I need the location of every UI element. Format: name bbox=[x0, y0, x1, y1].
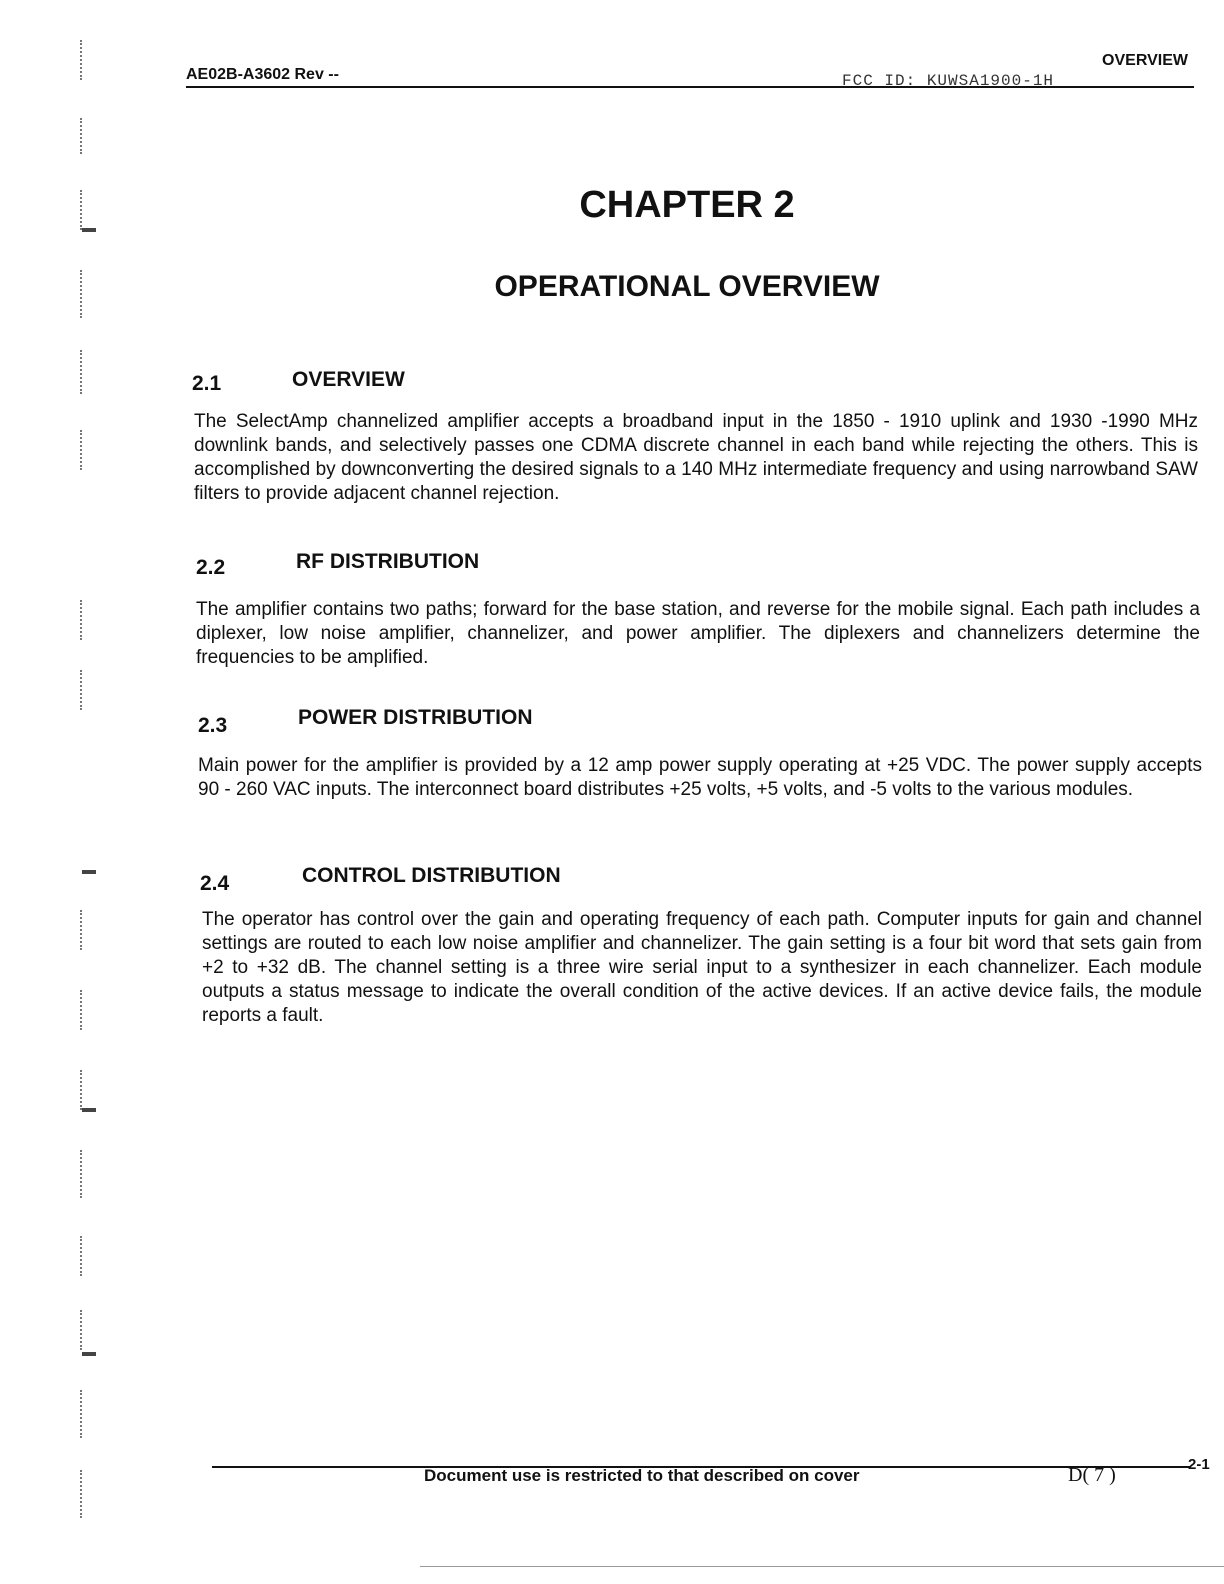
bottom-rule bbox=[420, 1566, 1224, 1567]
scan-artifact bbox=[80, 118, 91, 154]
scan-artifact bbox=[80, 670, 91, 710]
chapter-subtitle: OPERATIONAL OVERVIEW bbox=[494, 270, 880, 303]
section-body: The amplifier contains two paths; forward for the base station, and reverse for the mobile signal. Each path includes a diplexer, low noise amplifier, channelizer, and power amplifier. The diplexers and channelizers determine the frequencies to be amplified. bbox=[196, 599, 1200, 668]
scan-artifact bbox=[82, 228, 96, 232]
section-number: 2.1 bbox=[192, 372, 222, 395]
section-number: 2.4 bbox=[200, 872, 230, 895]
fcc-id-stamp: FCC ID: KUWSA1900-1H bbox=[842, 72, 1055, 90]
scan-artifact bbox=[82, 1352, 96, 1356]
section-heading: RF DISTRIBUTION bbox=[296, 550, 480, 573]
scan-artifact bbox=[80, 990, 91, 1030]
section-number: 2.2 bbox=[196, 556, 226, 579]
scan-artifact bbox=[80, 600, 91, 640]
section-body: Main power for the amplifier is provided by a 12 amp power supply operating at +25 VDC. The power supply accepts 90 - 260 VAC inputs. The interconnect board distributes +25 volts, +5 volts, and -5 volts to the various modules. bbox=[198, 755, 1202, 800]
chapter-title: CHAPTER 2 bbox=[579, 184, 795, 226]
section-number: 2.3 bbox=[198, 714, 228, 737]
scan-artifact bbox=[80, 40, 91, 80]
scan-artifact bbox=[80, 1310, 91, 1350]
section-body: The operator has control over the gain and operating frequency of each path. Computer inputs for gain and channel settings are routed to each low noise amplifier and channelizer. The gain setting is a four bit word that sets gain from +2 to +32 dB. The channel setting is a three wire serial input to a synthesizer in each channelizer. Each module outputs a status message to indicate the overall condition of the active devices. If an active device fails, the module reports a fault. bbox=[202, 909, 1202, 1026]
scan-artifact bbox=[82, 870, 96, 874]
section-heading: CONTROL DISTRIBUTION bbox=[302, 864, 561, 887]
header-section-label: OVERVIEW bbox=[1102, 52, 1188, 69]
header-rule bbox=[186, 86, 1194, 88]
footer-restriction: Document use is restricted to that described on cover bbox=[424, 1466, 860, 1485]
document-id: AE02B-A3602 Rev -- bbox=[186, 66, 339, 83]
scan-artifact bbox=[80, 1470, 91, 1518]
footer-code: D( 7 ) bbox=[1068, 1464, 1116, 1486]
section-heading: OVERVIEW bbox=[292, 368, 405, 391]
scan-artifact bbox=[80, 910, 91, 950]
scan-artifact bbox=[80, 1236, 91, 1276]
scan-artifact bbox=[82, 1108, 96, 1112]
scan-artifact bbox=[80, 430, 91, 470]
page-number: 2-1 bbox=[1188, 1456, 1210, 1473]
scan-artifact bbox=[80, 1070, 91, 1110]
scan-artifact bbox=[80, 350, 91, 394]
section-heading: POWER DISTRIBUTION bbox=[298, 706, 533, 729]
section-body: The SelectAmp channelized amplifier accepts a broadband input in the 1850 - 1910 uplink and 1930 -1990 MHz downlink bands, and selectively passes one CDMA discrete channel in each band while rejecting the others. This is accomplished by downconverting the desired signals to a 140 MHz intermediate frequency and using narrowband SAW filters to provide adjacent channel rejection. bbox=[194, 411, 1198, 504]
scan-artifact bbox=[80, 1390, 91, 1438]
scan-artifact bbox=[80, 1150, 91, 1198]
